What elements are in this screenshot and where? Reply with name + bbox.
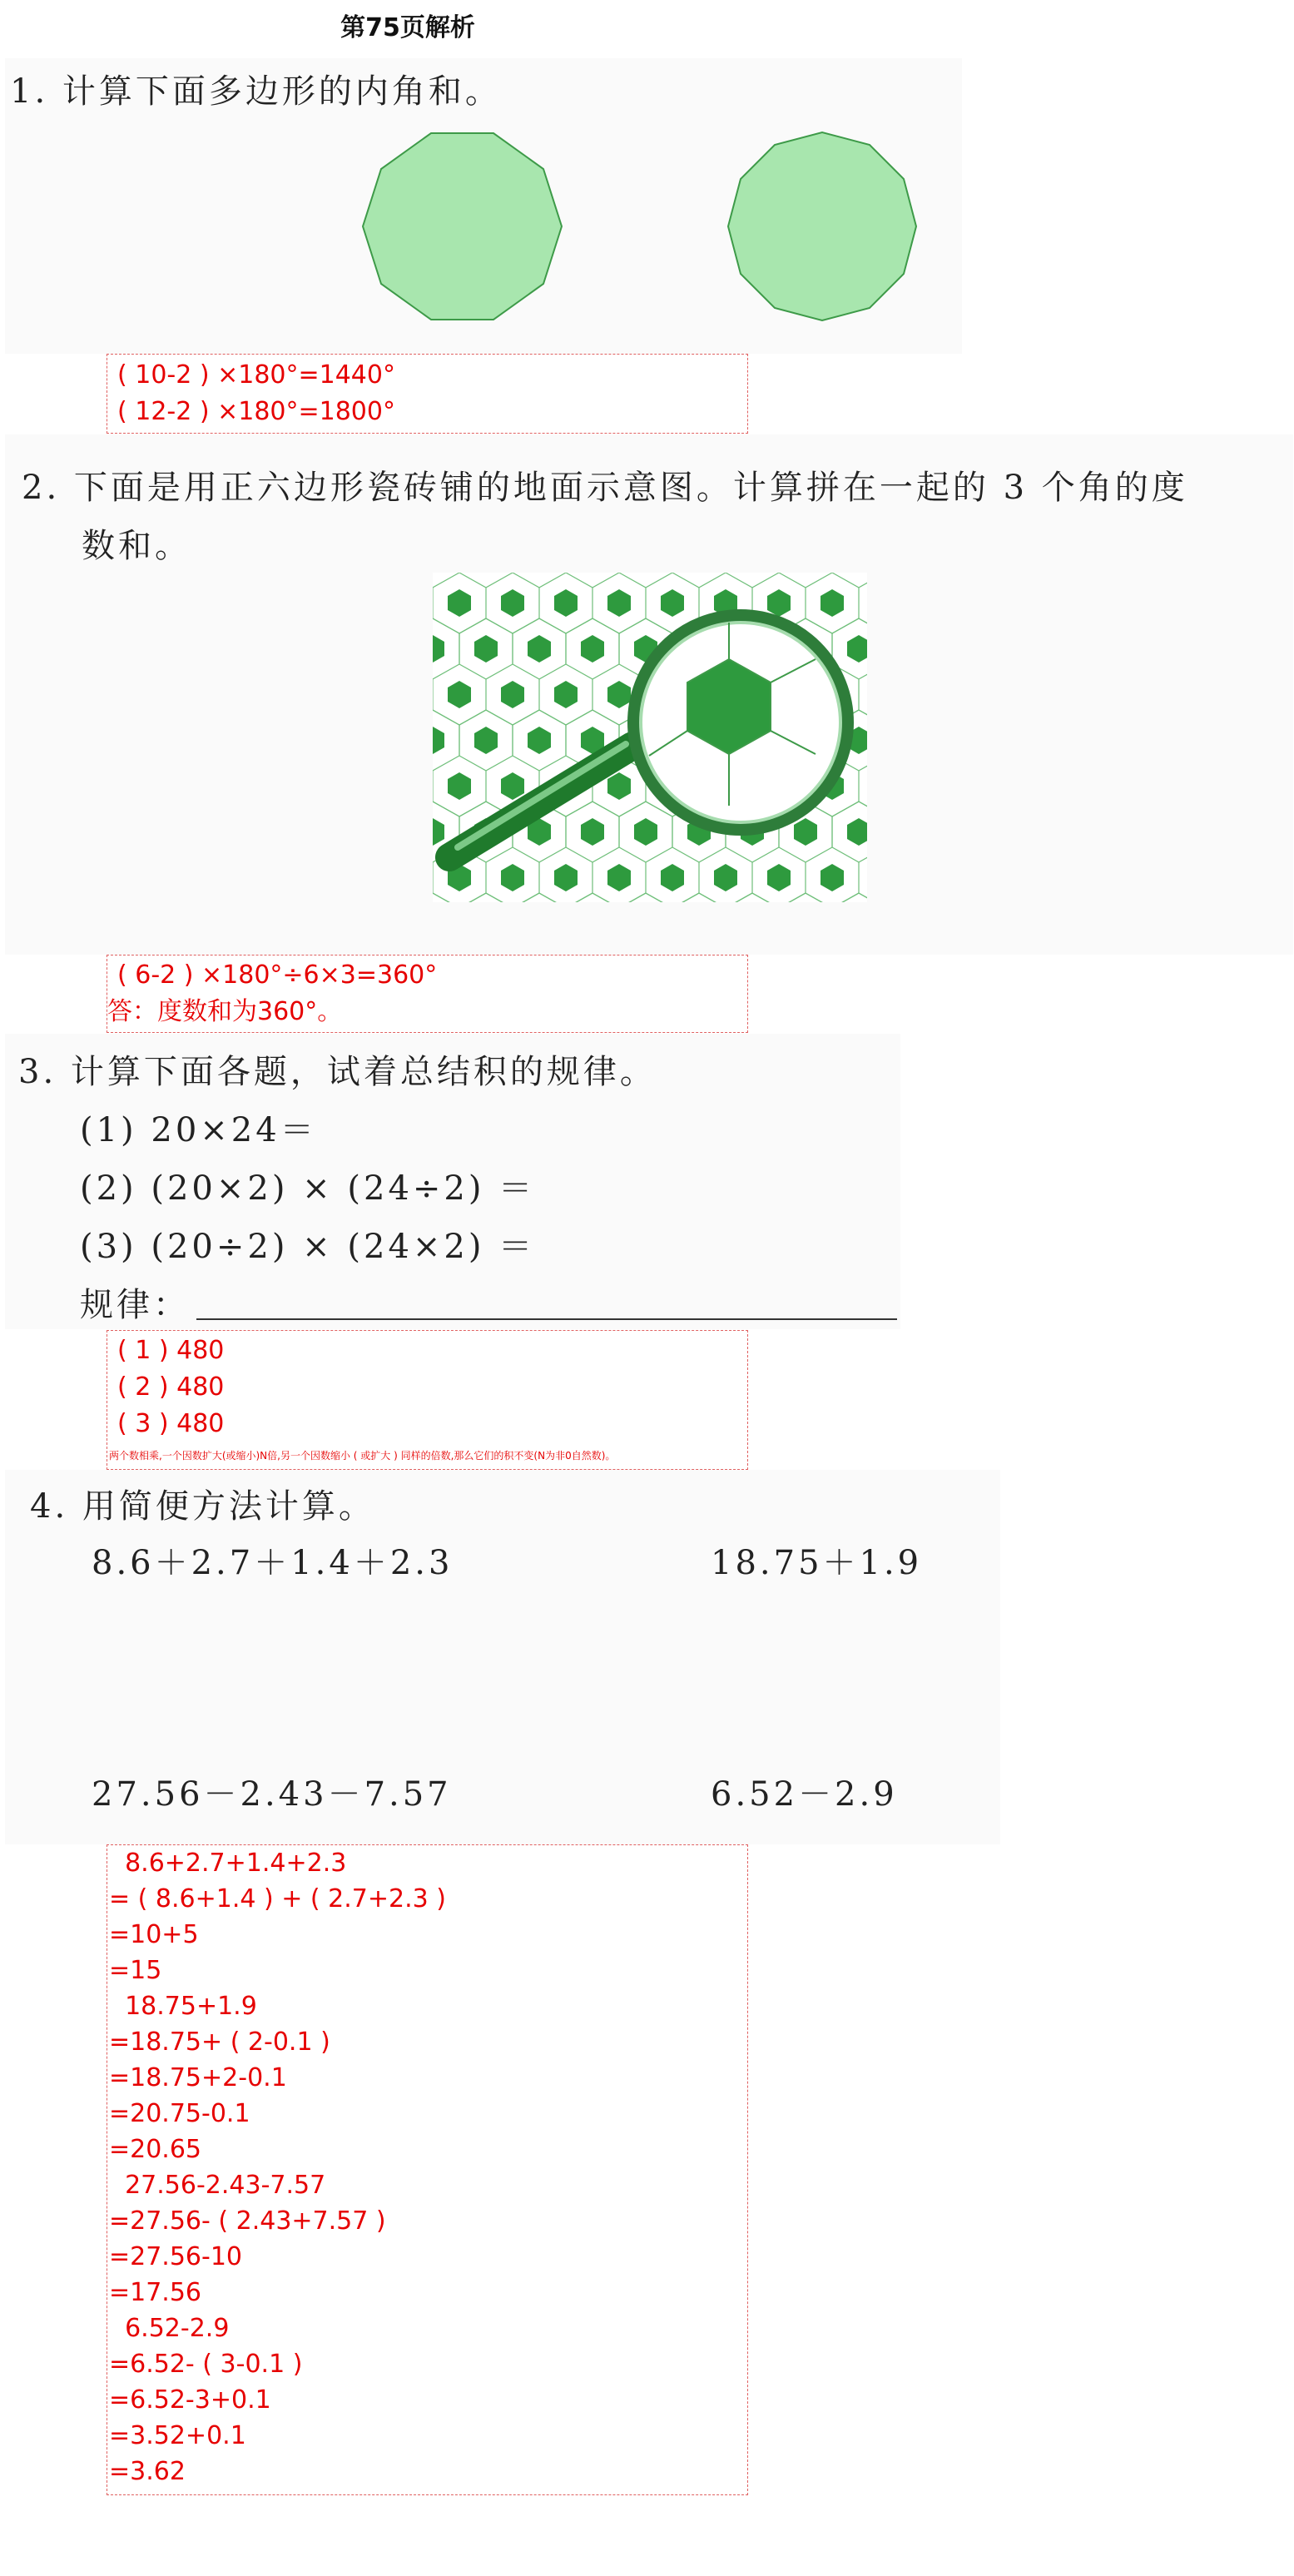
answer-line: =6.52- ( 3-0.1 ) xyxy=(109,2350,303,2379)
answer-line: =3.62 xyxy=(109,2457,186,2486)
question-1-text: 1. 计算下面多边形的内角和。 xyxy=(10,72,502,111)
answer-line: ( 3 ) 480 xyxy=(117,1409,225,1438)
rule-label: 规律： xyxy=(80,1286,190,1324)
dodecagon-shape xyxy=(728,132,916,320)
answer-line: =27.56- ( 2.43+7.57 ) xyxy=(109,2206,386,2236)
answer-line: =27.56-10 xyxy=(109,2242,243,2271)
expression-4: 6.52－2.9 xyxy=(711,1775,898,1814)
decagon-shape xyxy=(363,133,562,320)
answer-line: =15 xyxy=(109,1956,162,1985)
expression-1: 8.6＋2.7＋1.4＋2.3 xyxy=(92,1544,454,1582)
answer-line: ( 10-2 ) ×180°=1440° xyxy=(117,360,395,390)
answer-line: =20.75-0.1 xyxy=(109,2099,250,2128)
decagon-figure xyxy=(358,127,566,326)
question-3-item-2: (2) (20×2) × (24÷2) ＝ xyxy=(80,1169,536,1208)
dodecagon-figure xyxy=(722,127,922,326)
answer-line: = ( 8.6+1.4 ) + ( 2.7+2.3 ) xyxy=(109,1884,446,1913)
hexagon-tile-magnifier-figure xyxy=(433,573,867,902)
answer-box-2 xyxy=(107,955,748,1033)
answer-line: =6.52-3+0.1 xyxy=(109,2385,271,2415)
answer-line: =17.56 xyxy=(109,2278,202,2307)
question-4-text: 4. 用简便方法计算。 xyxy=(30,1487,375,1526)
answer-line: =18.75+ ( 2-0.1 ) xyxy=(109,2028,330,2057)
page-title: 第75页解析 xyxy=(340,13,475,42)
answer-line: ( 12-2 ) ×180°=1800° xyxy=(117,397,395,426)
answer-line: =10+5 xyxy=(109,1920,199,1949)
answer-line: ( 1 ) 480 xyxy=(117,1336,225,1365)
answer-line: 8.6+2.7+1.4+2.3 xyxy=(109,1849,347,1878)
expression-3: 27.56－2.43－7.57 xyxy=(92,1775,452,1814)
question-3-item-1: (1) 20×24＝ xyxy=(80,1111,317,1149)
question-2-text-cont: 数和。 xyxy=(82,527,191,565)
answer-line: =18.75+2-0.1 xyxy=(109,2063,287,2092)
answer-line: 6.52-2.9 xyxy=(109,2314,230,2343)
answer-line: ( 2 ) 480 xyxy=(117,1372,225,1402)
answer-line: =20.65 xyxy=(109,2135,202,2164)
rule-answer: 两个数相乘,一个因数扩大(或缩小)N倍,另一个因数缩小 ( 或扩大 ) 同样的倍数,那么它们的积不变(N为非0自然数)。 xyxy=(109,1450,616,1462)
answer-box-4 xyxy=(107,1844,748,2495)
answer-box-3 xyxy=(107,1330,748,1470)
expression-2: 18.75＋1.9 xyxy=(711,1544,923,1582)
answer-line: 18.75+1.9 xyxy=(109,1992,257,2021)
answer-line: =3.52+0.1 xyxy=(109,2421,246,2450)
question-3-item-3: (3) (20÷2) × (24×2) ＝ xyxy=(80,1228,536,1266)
answer-box-1 xyxy=(107,354,748,434)
answer-line: ( 6-2 ) ×180°÷6×3=360° xyxy=(117,960,438,990)
question-3-text: 3. 计算下面各题，试着总结积的规律。 xyxy=(18,1053,657,1091)
rule-blank-line xyxy=(196,1318,897,1320)
question-2-text: 2. 下面是用正六边形瓷砖铺的地面示意图。计算拼在一起的 3 个角的度 xyxy=(22,469,1188,507)
answer-line: 27.56-2.43-7.57 xyxy=(109,2171,326,2200)
answer-line: 答：度数和为360°。 xyxy=(107,997,343,1026)
